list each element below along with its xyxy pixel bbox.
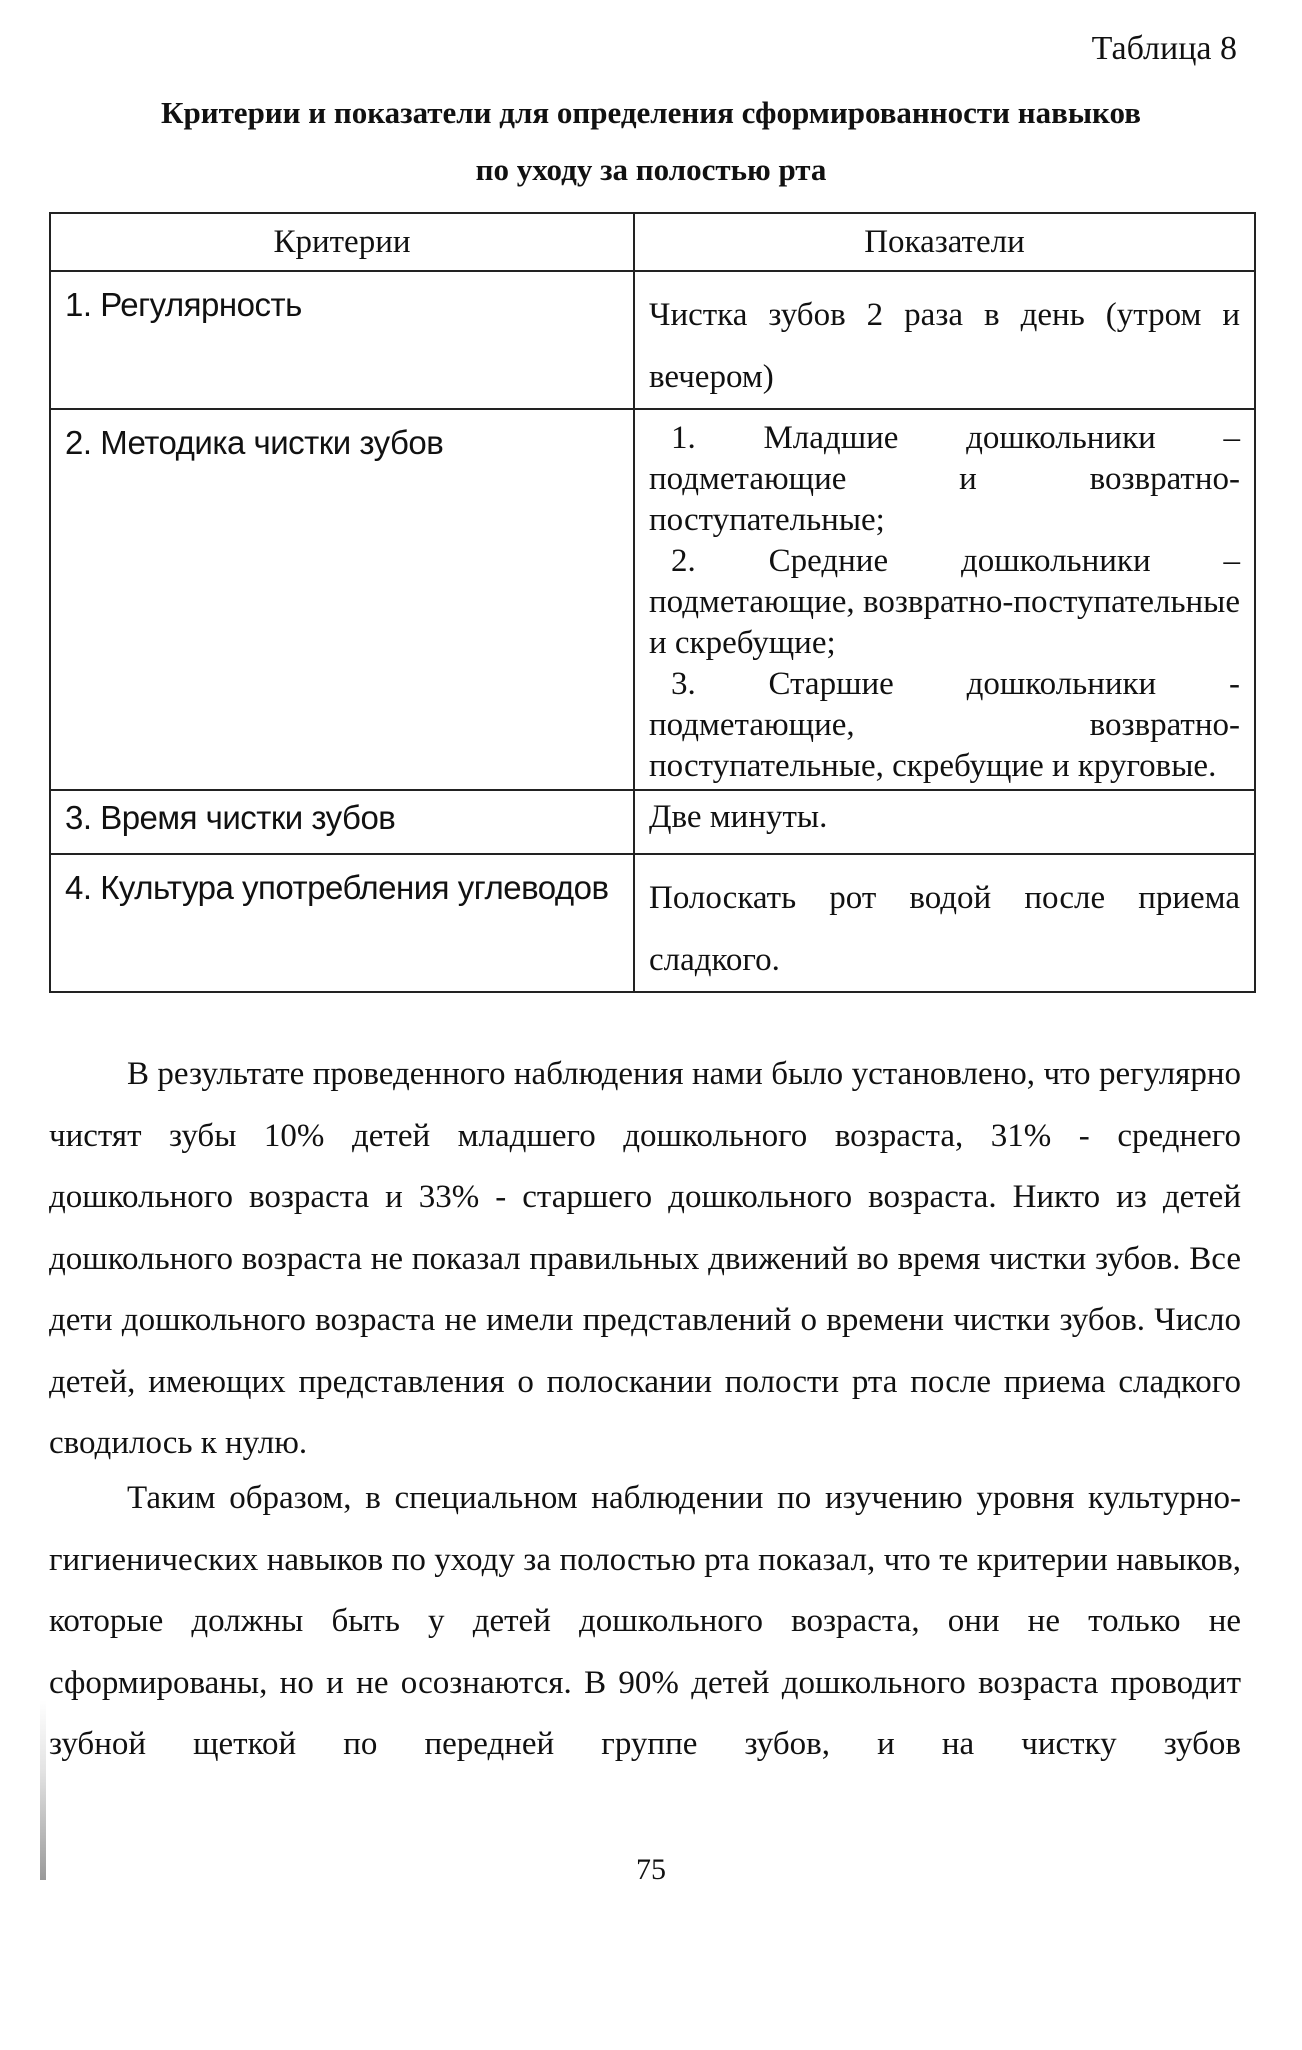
- indicator-time: Две минуты.: [634, 790, 1255, 854]
- table-title-line-1: Критерии и показатели для определения сформированности навыков: [161, 95, 1141, 130]
- indicator-line: Полоскать рот водой после приема: [649, 880, 1240, 916]
- table-header-row: [50, 213, 1255, 271]
- criterion-method: 2. Методика чистки зубов: [50, 409, 634, 790]
- indicator-method: [634, 409, 1255, 790]
- indicator-line: Чистка зубов 2 раза в день (утром и: [649, 297, 1240, 333]
- table-row: [50, 854, 1255, 992]
- header-criteria: Критерии: [50, 213, 634, 271]
- body-paragraph-1: [49, 1044, 1241, 1475]
- page-number: 75: [636, 1853, 666, 1886]
- table-row: [50, 790, 1255, 854]
- criteria-table: [49, 212, 1256, 993]
- criterion-culture: 4. Культура употребления углеводов: [50, 854, 634, 992]
- paragraph-text: Таким образом, в специальном наблюдении по изучению уровня культурно-гигиенических навыков по уходу за полостью рта показал, что те критерии навыков, которые должны быть у детей дошкольного возраста, они не только не сформированы, но и не осознаются. В 90% детей дошкольного возраста проводит зубной щеткой по передней группе зубов, и на чистку зубов: [49, 1480, 1241, 1762]
- table-title-line-2: по уходу за полостью рта: [475, 152, 827, 187]
- table-row: [50, 271, 1255, 409]
- criterion-regularity: 1. Регулярность: [50, 271, 634, 409]
- indicator-regularity: [634, 271, 1255, 409]
- method-item-middle: 2. Средние дошкольники – подметающие, возвратно-поступательные и скребущие;: [649, 543, 1240, 661]
- indicator-culture: [634, 854, 1255, 992]
- paragraph-text: В результате проведенного наблюдения нами было установлено, что регулярно чистят зубы 10% детей младшего дошкольного возраста, 31% - среднего дошкольного возраста и 33% - старшего дошкольного возраста. Никто из детей дошкольного возраста не показал правильных движений во время чистки зубов. Все дети дошкольного возраста не имели представлений о времени чистки зубов. Число детей, имеющих представления о полоскании полости рта после приема сладкого сводилось к нулю.: [49, 1056, 1241, 1461]
- table-row: [50, 409, 1255, 790]
- indicator-line: вечером): [649, 359, 774, 395]
- method-item-junior: 1. Младшие дошкольники – подметающие и возвратно-поступательные;: [649, 420, 1240, 538]
- criterion-time: 3. Время чистки зубов: [50, 790, 634, 854]
- table-label: Таблица 8: [1091, 30, 1237, 67]
- body-paragraph-2: [49, 1468, 1241, 1776]
- method-item-senior: 3. Старшие дошкольники - подметающие, возвратно-поступательные, скребущие и круговые.: [649, 666, 1240, 784]
- header-indicators: Показатели: [634, 213, 1255, 271]
- indicator-line: сладкого.: [649, 942, 780, 978]
